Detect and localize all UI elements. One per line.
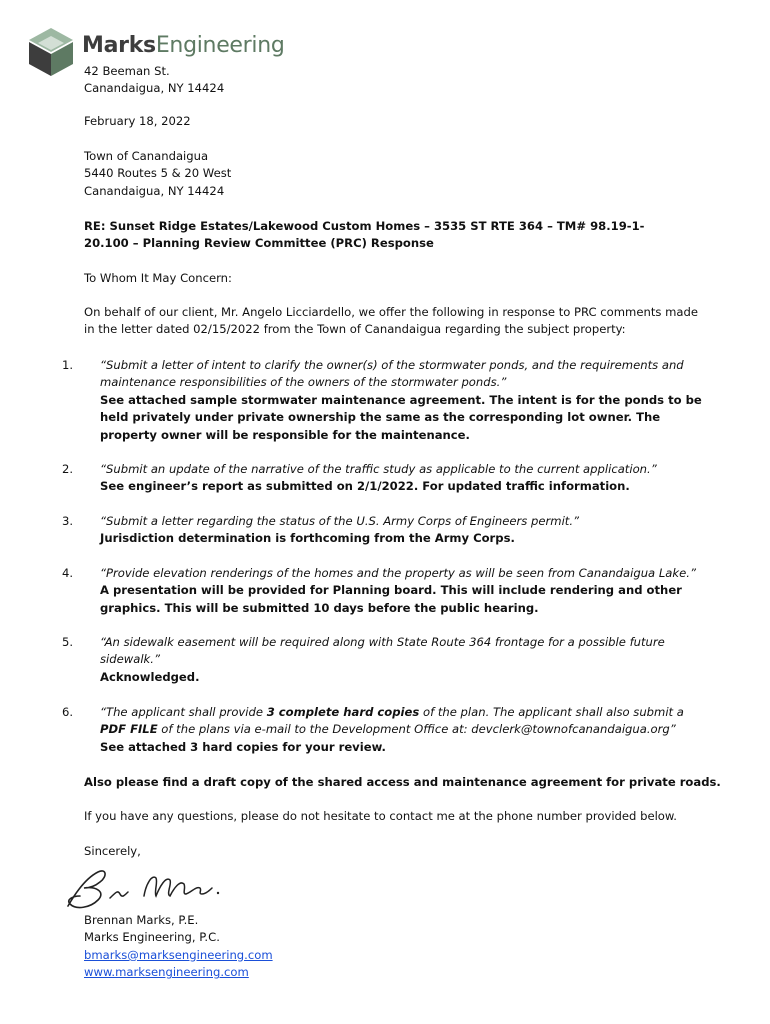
recipient-address bbox=[84, 148, 231, 200]
list-item bbox=[62, 357, 702, 444]
closing-line: If you have any questions, please do not hesitate to contact me at the phone number provided below. bbox=[84, 809, 677, 823]
letter-date: February 18, 2022 bbox=[84, 114, 191, 128]
signer-name: Brennan Marks, P.E. bbox=[84, 913, 199, 927]
intro-paragraph: On behalf of our client, Mr. Angelo Licciardello, we offer the following in response to PRC comments made in the letter dated 02/15/2022 from the Town of Canandaigua regarding the subject property: bbox=[84, 305, 698, 337]
item-number: 3. bbox=[62, 514, 74, 528]
list-item bbox=[62, 461, 702, 496]
prc-comment: “Provide elevation renderings of the homes and the property as will be seen from Canandaigua Lake.” bbox=[100, 566, 696, 580]
list-item bbox=[62, 634, 702, 686]
logo-wordmark: MarksEngineering bbox=[82, 33, 285, 58]
sender-address-line: Canandaigua, NY 14424 bbox=[84, 81, 225, 96]
response-text: A presentation will be provided for Planning board. This will include rendering and other graphics. This will be submitted 10 days before the public hearing. bbox=[100, 583, 682, 615]
response-text: See attached sample stormwater maintenance agreement. The intent is for the ponds to be held privately under private ownership the same as the corresponding lot owner. The property owner will be responsible for the maintenance. bbox=[100, 392, 702, 442]
website-link[interactable]: www.marksengineering.com bbox=[84, 965, 249, 980]
item-number: 5. bbox=[62, 635, 74, 649]
email-link[interactable]: bmarks@marksengineering.com bbox=[84, 947, 273, 962]
response-text: See attached 3 hard copies for your review. bbox=[100, 739, 386, 754]
subject-line: RE: Sunset Ridge Estates/Lakewood Custom Homes – 3535 ST RTE 364 – TM# 98.19-1-20.100 – Planning Review Committee (PRC) Response bbox=[84, 219, 645, 251]
item-number: 2. bbox=[62, 462, 74, 476]
list-item bbox=[62, 513, 702, 548]
list-item bbox=[62, 565, 702, 617]
signer-block bbox=[84, 912, 273, 982]
prc-comment: “Submit a letter regarding the status of the U.S. Army Corps of Engineers permit.” bbox=[100, 514, 580, 528]
recipient-line: Canandaigua, NY 14424 bbox=[84, 183, 225, 198]
sign-off: Sincerely, bbox=[84, 844, 141, 858]
recipient-line: 5440 Routes 5 & 20 West bbox=[84, 166, 232, 181]
prc-comment: “Submit an update of the narrative of the traffic study as applicable to the current application.” bbox=[100, 462, 657, 476]
list-item bbox=[62, 704, 702, 756]
item-number: 6. bbox=[62, 705, 74, 719]
response-text: Acknowledged. bbox=[100, 669, 200, 684]
sender-address bbox=[84, 63, 224, 98]
signer-company: Marks Engineering, P.C. bbox=[84, 930, 220, 945]
prc-comment: “An sidewalk easement will be required along with State Route 364 frontage for a possible future sidewalk.” bbox=[100, 635, 665, 667]
recipient-line: Town of Canandaigua bbox=[84, 149, 209, 163]
response-text: See engineer’s report as submitted on 2/1/2022. For updated traffic information. bbox=[100, 479, 630, 494]
prc-comment: “Submit a letter of intent to clarify the owner(s) of the stormwater ponds, and the requirements and maintenance responsibilities of the owners of the stormwater ponds.” bbox=[100, 358, 684, 390]
response-text: Jurisdiction determination is forthcoming from the Army Corps. bbox=[100, 531, 515, 546]
prc-comment: “The applicant shall provide 3 complete hard copies of the plan. The applicant shall also submit a PDF FILE of the plans via e-mail to the Development Office at: devclerk@townofcanandaigua.org” bbox=[100, 705, 684, 737]
item-number: 4. bbox=[62, 566, 74, 580]
salutation: To Whom It May Concern: bbox=[84, 271, 232, 285]
item-number: 1. bbox=[62, 358, 74, 372]
handwritten-signature bbox=[62, 862, 242, 914]
sender-address-line: 42 Beeman St. bbox=[84, 64, 170, 78]
draft-agreement-note: Also please find a draft copy of the shared access and maintenance agreement for private roads. bbox=[84, 775, 721, 789]
logo-mark-icon bbox=[26, 26, 76, 78]
